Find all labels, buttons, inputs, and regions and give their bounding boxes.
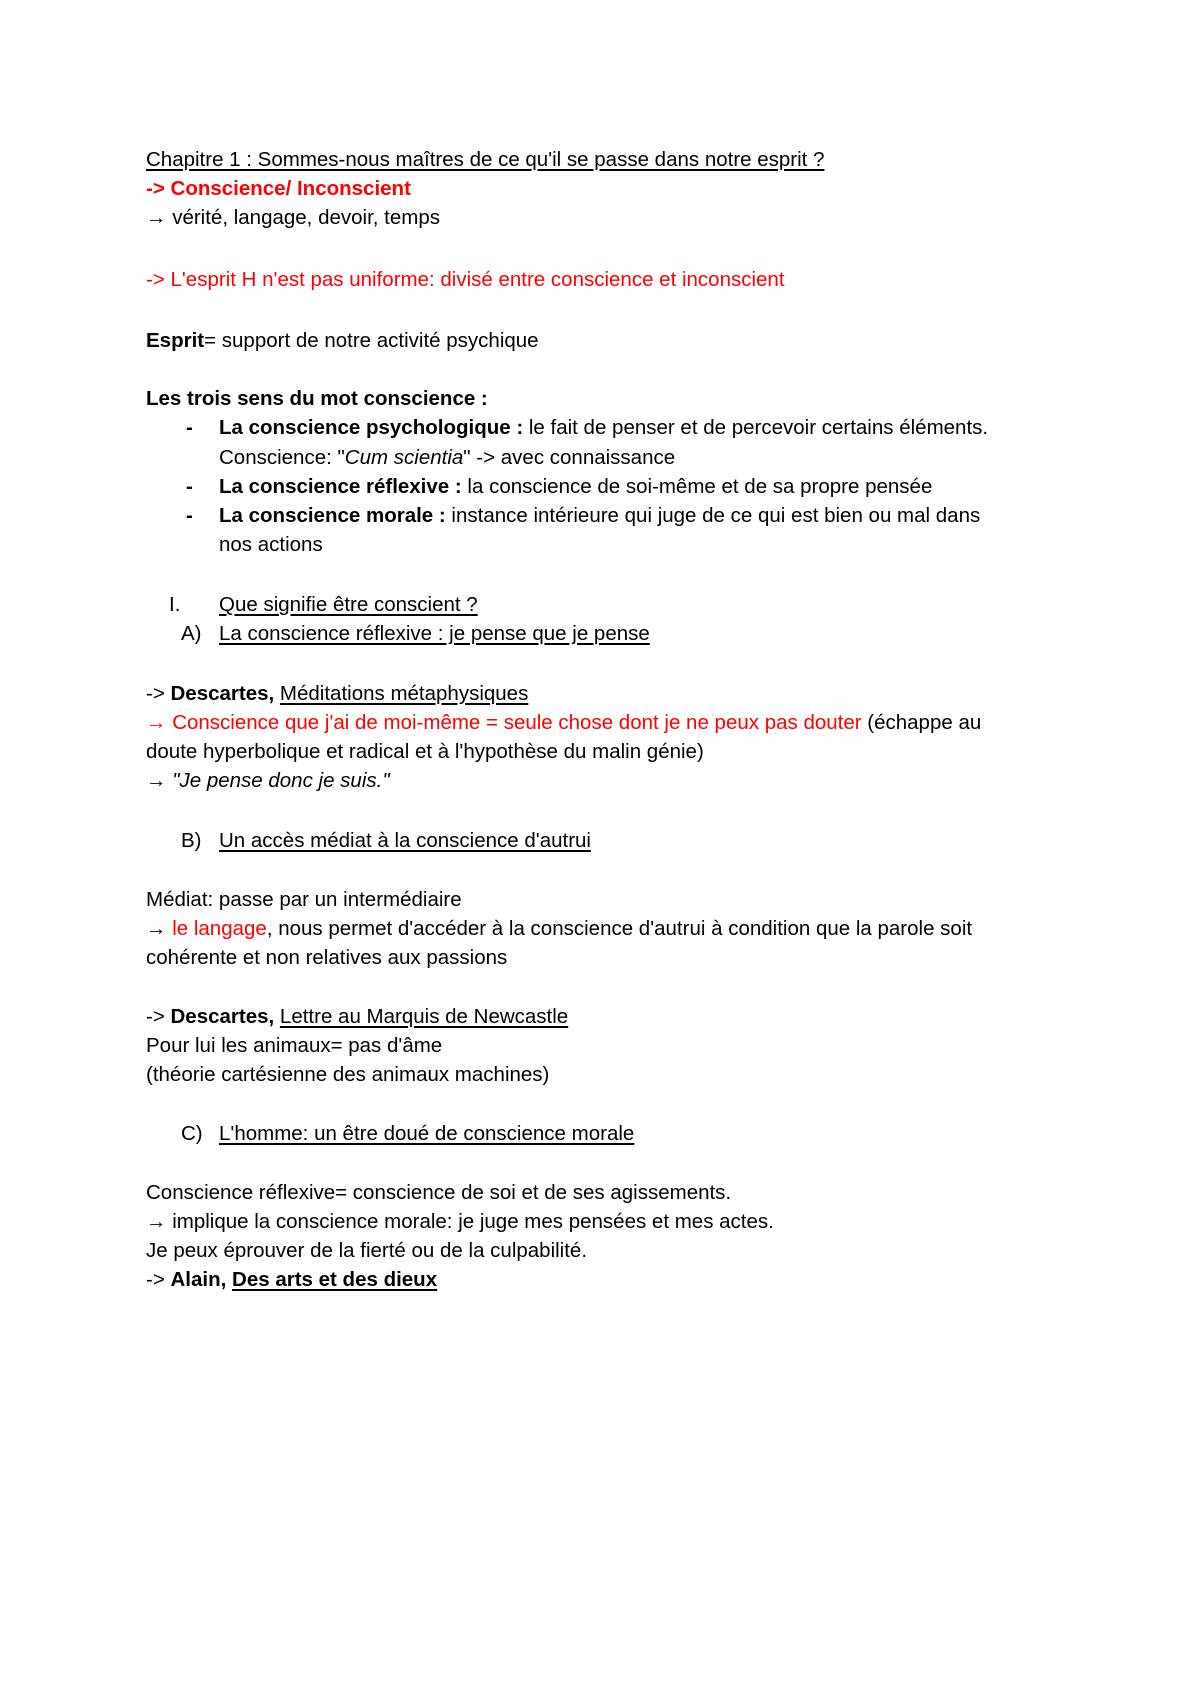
section-title-b: Un accès médiat à la conscience d'autrui: [219, 829, 591, 852]
theme-main: Conscience/ Inconscient: [170, 177, 411, 200]
author: Descartes,: [170, 1005, 275, 1028]
mediat-definition: Médiat: passe par un intermédiaire: [146, 888, 462, 911]
arrow: ->: [146, 682, 171, 705]
animaux-line: Pour lui les animaux= pas d'âme: [146, 1034, 443, 1057]
animaux-theory: (théorie cartésienne des animaux machines): [146, 1063, 550, 1086]
intro-statement: -> L'esprit H n'est pas uniforme: divisé entre conscience et inconscient: [146, 268, 785, 291]
list-item: [219, 416, 988, 440]
work-title: Méditations métaphysiques: [279, 682, 529, 705]
section-title-c: L'homme: un être doué de conscience morale: [219, 1122, 635, 1145]
text: (échappe au: [861, 711, 982, 734]
theme-arrow: ->: [146, 177, 165, 200]
cum-scientia-prefix: Conscience: ": [219, 446, 345, 469]
reference-descartes-newcastle: [146, 1005, 568, 1029]
fierte-line: Je peux éprouver de la fierté ou de la culpabilité.: [146, 1239, 588, 1262]
arrow: →: [146, 917, 173, 940]
work-title: Lettre au Marquis de Newcastle: [279, 1005, 569, 1028]
reflexive-line: Conscience réflexive= conscience de soi et de ses agissements.: [146, 1181, 732, 1204]
section-letter-c: C): [181, 1122, 203, 1145]
part-title: Que signifie être conscient ?: [219, 593, 478, 616]
author: Descartes,: [170, 682, 275, 705]
sense-text: instance intérieure qui juge de ce qui est bien ou mal dans: [445, 504, 981, 527]
langage-point: [146, 917, 972, 941]
reference-alain: [146, 1268, 437, 1292]
three-senses-heading: Les trois sens du mot conscience :: [146, 387, 488, 410]
descartes-point: [146, 711, 981, 735]
chapter-title: Chapitre 1 : Sommes-nous maîtres de ce qu'il se passe dans notre esprit ?: [146, 148, 825, 171]
list-item: [219, 504, 980, 528]
text: , nous permet d'accéder à la conscience d'autrui à condition que la parole soit: [266, 917, 973, 940]
arrow: →: [146, 769, 173, 792]
langage-point-continuation: cohérente et non relatives aux passions: [146, 946, 508, 969]
list-item-continuation: [219, 446, 675, 470]
list-bullet: -: [186, 475, 193, 498]
list-bullet: -: [186, 504, 193, 527]
related-notions: → vérité, langage, devoir, temps: [146, 206, 440, 229]
section-letter-b: B): [181, 829, 202, 852]
arrow: ->: [146, 1005, 171, 1028]
highlighted-text: le langage: [172, 917, 267, 940]
list-item: [219, 475, 932, 499]
section-title-a: La conscience réflexive : je pense que je pense: [219, 622, 650, 645]
cogito-line: [146, 769, 390, 793]
sense-text: le fait de penser et de percevoir certains éléments.: [523, 416, 989, 439]
sense-term: La conscience psychologique :: [219, 416, 524, 439]
sense-text: la conscience de soi-même et de sa propre pensée: [461, 475, 933, 498]
esprit-def: = support de notre activité psychique: [204, 329, 539, 352]
sense-term: La conscience réflexive :: [219, 475, 462, 498]
author: Alain,: [170, 1268, 233, 1291]
esprit-definition: [146, 329, 539, 353]
cogito-quote: "Je pense donc je suis.": [172, 769, 390, 792]
cum-scientia: Cum scientia: [344, 446, 464, 469]
highlighted-text: → Conscience que j'ai de moi-même = seule chose dont je ne peux pas douter: [146, 711, 862, 734]
reference-descartes-meditations: [146, 682, 528, 706]
descartes-point-continuation: doute hyperbolique et radical et à l'hypothèse du malin génie): [146, 740, 704, 763]
morale-line: → implique la conscience morale: je juge mes pensées et mes actes.: [146, 1210, 774, 1233]
cum-scientia-suffix: " -> avec connaissance: [463, 446, 676, 469]
work-title: Des arts et des dieux: [232, 1268, 438, 1291]
theme-heading: [146, 177, 411, 201]
esprit-term: Esprit: [146, 329, 205, 352]
list-bullet: -: [186, 416, 193, 439]
arrow: ->: [146, 1268, 171, 1291]
section-letter-a: A): [181, 622, 202, 645]
part-numeral: I.: [169, 593, 181, 616]
list-item-continuation: nos actions: [219, 533, 323, 556]
sense-term: La conscience morale :: [219, 504, 446, 527]
